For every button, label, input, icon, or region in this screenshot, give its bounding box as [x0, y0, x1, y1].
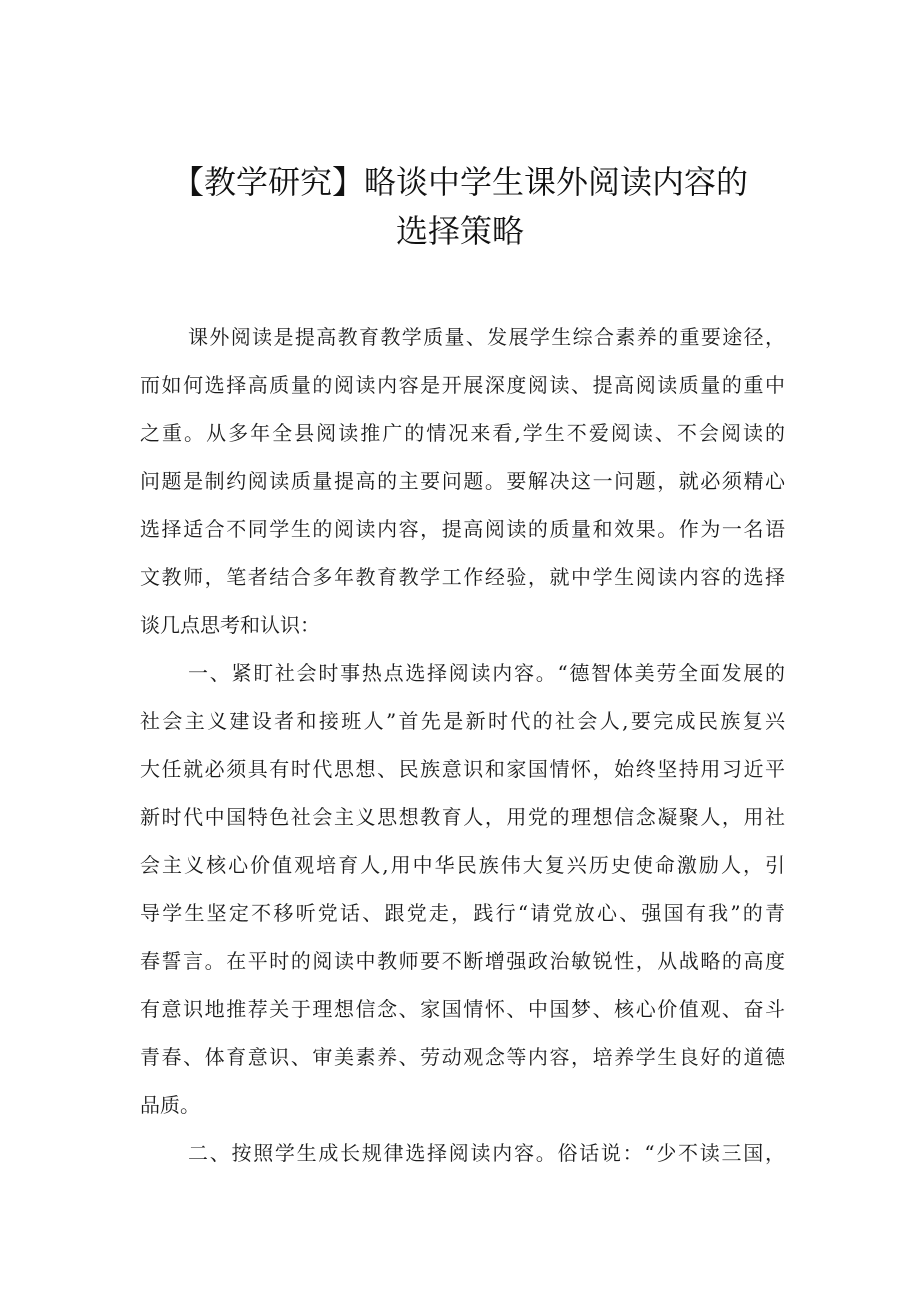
paragraph-3: [140, 1129, 785, 1177]
text-line: 文教师，笔者结合多年教育教学工作经验，就中学生阅读内容的选择: [140, 565, 785, 589]
text-line: 二、按照学生成长规律选择阅读内容。俗话说：“少不读三国，: [188, 1141, 785, 1165]
text-line: 而如何选择高质量的阅读内容是开展深度阅读、提高阅读质量的重中: [140, 373, 785, 397]
document-body: [140, 313, 785, 1177]
text-line: 选择适合不同学生的阅读内容，提高阅读的质量和效果。作为一名语: [140, 517, 785, 541]
text-line: 社会主义建设者和接班人”首先是新时代的社会人,要完成民族复兴: [140, 709, 785, 733]
text-line: 春誓言。在平时的阅读中教师要不断增强政治敏锐性，从战略的高度: [140, 949, 785, 973]
text-line: 会主义核心价值观培育人,用中华民族伟大复兴历史使命激励人，引: [140, 853, 785, 877]
text-line: 之重。从多年全县阅读推广的情况来看,学生不爱阅读、不会阅读的: [140, 421, 785, 445]
document-title-line-2: 选择策略: [395, 212, 524, 250]
paragraph-2: [140, 649, 785, 1129]
document-title-line-1: 【教学研究】略谈中学生课外阅读内容的: [171, 163, 748, 201]
text-line: 青春、体育意识、审美素养、劳动观念等内容，培养学生良好的道德: [140, 1045, 785, 1069]
text-line: 大任就必须具有时代思想、民族意识和家国情怀，始终坚持用习近平: [140, 757, 785, 781]
text-line: 谈几点思考和认识：: [140, 613, 320, 637]
text-line: 课外阅读是提高教育教学质量、发展学生综合素养的重要途径，: [188, 325, 785, 349]
text-line: 有意识地推荐关于理想信念、家国情怀、中国梦、核心价值观、奋斗: [140, 997, 785, 1021]
paragraph-1: [140, 313, 785, 649]
text-line: 品质。: [140, 1093, 200, 1117]
text-line: 一、紧盯社会时事热点选择阅读内容。“德智体美劳全面发展的: [188, 661, 785, 685]
text-line: 问题是制约阅读质量提高的主要问题。要解决这一问题，就必须精心: [140, 469, 785, 493]
text-line: 新时代中国特色社会主义思想教育人，用党的理想信念凝聚人，用社: [140, 805, 785, 829]
text-line: 导学生坚定不移听党话、跟党走，践行“请党放心、强国有我”的青: [140, 901, 785, 925]
